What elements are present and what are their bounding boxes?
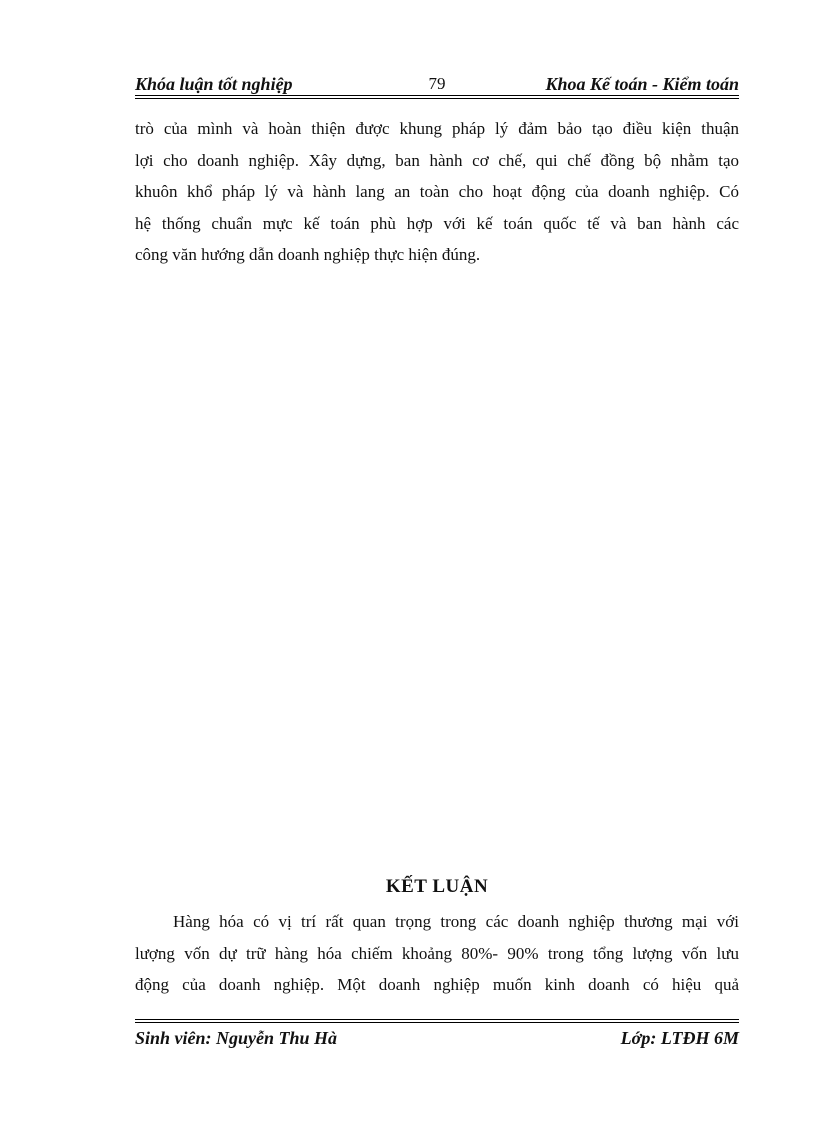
footer-divider xyxy=(135,1019,739,1023)
text-line: động của doanh nghiệp. Một doanh nghiệp muốn kinh doanh có hiệu quả xyxy=(135,975,739,995)
footer-student-name: Sinh viên: Nguyễn Thu Hà xyxy=(135,1028,338,1048)
footer-class-label: Lớp: LTĐH 6M xyxy=(620,1028,739,1048)
text-line: lợi cho doanh nghiệp. Xây dựng, ban hành cơ chế, qui chế đồng bộ nhằm tạo xyxy=(135,150,739,170)
text-line: trò của mình và hoàn thiện được khung pháp lý đảm bảo tạo điều kiện thuận xyxy=(135,119,739,138)
body-paragraph-top xyxy=(135,113,739,271)
page-number: 79 xyxy=(428,74,446,93)
section-title: KẾT LUẬN xyxy=(385,876,489,897)
header-thesis-label: Khóa luận tốt nghiệp xyxy=(135,74,293,94)
header-divider xyxy=(135,95,739,99)
body-paragraph-conclusion xyxy=(135,906,739,1001)
text-line: công văn hướng dẫn doanh nghiệp thực hiện đúng. xyxy=(135,245,481,265)
text-line: hệ thống chuẩn mực kế toán phù hợp với kế toán quốc tế và ban hành các xyxy=(135,213,739,233)
text-line: lượng vốn dự trữ hàng hóa chiếm khoảng 80%- 90% trong tổng lượng vốn lưu xyxy=(135,943,739,963)
text-line: khuôn khổ pháp lý và hành lang an toàn cho hoạt động của doanh nghiệp. Có xyxy=(135,182,739,202)
page-footer xyxy=(135,1026,739,1052)
header-department-label: Khoa Kế toán - Kiểm toán xyxy=(545,74,739,94)
text-line: Hàng hóa có vị trí rất quan trọng trong các doanh nghiệp thương mại với xyxy=(173,912,739,931)
